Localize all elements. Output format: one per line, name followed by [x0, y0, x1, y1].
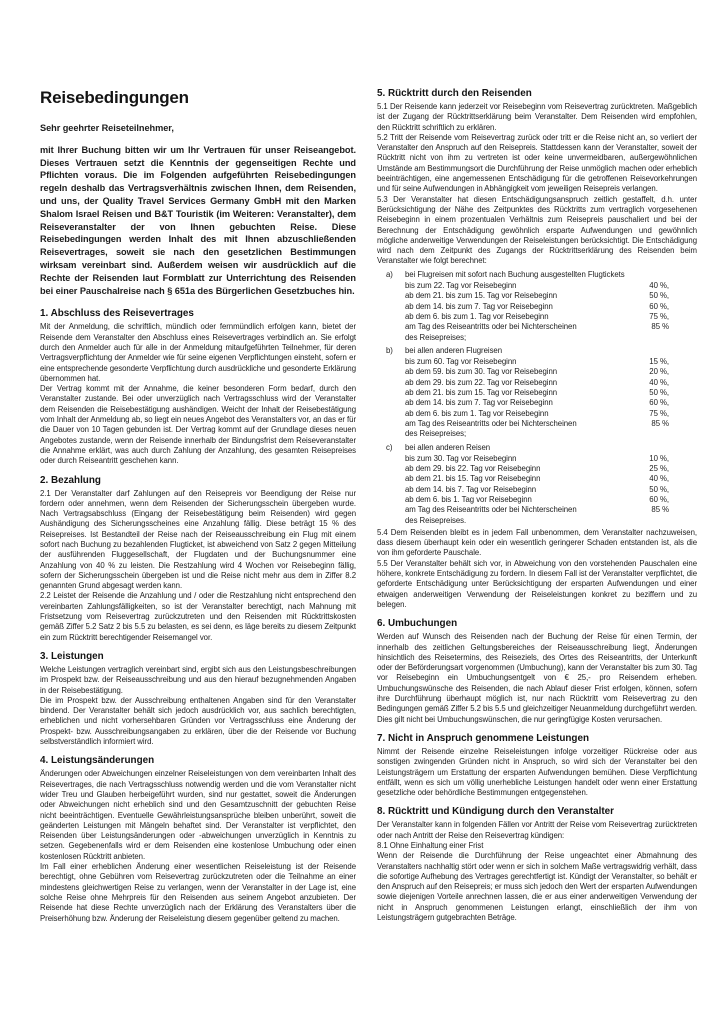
fee-period: bis zum 60. Tag vor Reisebeginn	[405, 357, 517, 367]
fee-period: ab dem 21. bis zum 15. Tag vor Reisebeginn	[405, 388, 558, 398]
section-heading-1: 1. Abschluss des Reisevertrages	[40, 308, 194, 320]
fee-row	[377, 419, 697, 429]
fee-period: bis zum 30. Tag vor Reisebeginn	[405, 453, 517, 463]
fee-rate: 75 %,	[649, 311, 669, 321]
fee-rate: 15 %,	[649, 357, 669, 367]
right-column	[377, 88, 697, 1024]
fee-rate: 50 %,	[649, 388, 669, 398]
section-heading-5: 5. Rücktritt durch den Reisenden	[377, 88, 532, 99]
fee-schedule-b	[377, 346, 697, 440]
section-7-paragraph: Nimmt der Reisende einzelne Reiseleistungen infolge vorzeitiger Rückreise oder aus sonstigen zwingenden Gründen nicht in Anspruch, so wird sich der Veranstalter bei den Leistungsträgern um Erstattung der ersparten Aufwendungen bemühen. Diese Verpflichtung entfällt, wenn es sich um völlig unerhebliche Leistungen handelt oder wenn einer Erstattung gesetzliche oder behördliche Bestimmungen entgegenstehen.	[377, 746, 697, 798]
page-title: Reisebedingungen	[40, 88, 189, 107]
fee-rate: 60 %,	[649, 494, 669, 504]
fee-rate: 25 %,	[649, 464, 669, 474]
fee-rate: 85 %	[651, 418, 669, 428]
fee-rows	[377, 281, 697, 343]
section-heading-4: 4. Leistungsänderungen	[40, 755, 155, 767]
fee-rate: 20 %,	[649, 367, 669, 377]
fee-row	[377, 398, 697, 408]
fee-schedule-title: bei allen anderen Reisen	[405, 442, 491, 452]
section-heading-6: 6. Umbuchungen	[377, 618, 458, 630]
fee-period: ab dem 29. bis zum 22. Tag vor Reisebeginn	[405, 377, 558, 387]
fee-rate: 75 %,	[649, 408, 669, 418]
fee-row	[377, 409, 697, 419]
fee-schedule-title: bei allen anderen Flugreisen	[405, 345, 502, 355]
fee-rate: 40 %,	[649, 474, 669, 484]
fee-schedule-label: c)	[386, 442, 393, 452]
fee-schedule-title: bei Flugreisen mit sofort nach Buchung ausgestellten Flugtickets	[405, 269, 625, 279]
fee-period: bis zum 22. Tag vor Reisebeginn	[405, 281, 517, 291]
section-8-paragraph: Wenn der Reisende die Durchführung der Reise ungeachtet einer Abmahnung des Veranstalters nachhaltig stört oder wenn er sich in solchem Maße vertragswidrig verhält, dass die sofortige Aufhebung des Vertrages gerechtfertigt ist. Kündigt der Veranstalter, so behält er den Anspruch auf den Reisepreis; er muss sich jedoch den Wert der ersparten Aufwendungen sowie diejenigen Vorteile anrechnen lassen, die er aus einer anderweitigen Verwendung der nicht in Anspruch genommenen Leistungen erlangt, einschließlich der ihm von Leistungsträgern gutgebrachten Beträge.	[377, 851, 697, 923]
fee-row	[377, 454, 697, 464]
fee-schedule-label: b)	[386, 345, 393, 355]
fee-period: ab dem 14. bis zum 7. Tag vor Reisebeginn	[405, 398, 553, 408]
section-1-paragraph: Mit der Anmeldung, die schriftlich, mündlich oder fernmündlich erfolgen kann, bietet der Reisende dem Veranstalter den Abschluss eines Reisevertrages verbindlich an. Sie erfolgt durch den Anmelder auch für alle in der Anmeldung mitaufgeführten Teilnehmer, für deren Vertragsverpflichtung der Anmelder wie für seine eigenen Verpflichtungen einsteht, sofern er eine entsprechende gesonderte Verpflichtung durch ausdrückliche und gesonderte Erklärung übernommen hat.	[40, 322, 356, 383]
fee-row	[377, 485, 697, 495]
fee-row	[377, 505, 697, 515]
fee-rate: 50 %,	[649, 291, 669, 301]
section-heading-7: 7. Nicht in Anspruch genommene Leistungen	[377, 732, 589, 744]
fee-period: ab dem 6. bis zum 1. Tag vor Reisebeginn	[405, 311, 549, 321]
fee-rate: 60 %,	[649, 398, 669, 408]
fee-period: am Tag des Reiseantritts oder bei Nichterscheinen	[405, 418, 577, 428]
section-3-paragraph: Die im Prospekt bzw. der Ausschreibung enthaltenen Angaben sind für den Veranstalter bindend. Der Veranstalter behält sich jedoch ausdrücklich vor, aus sachlich berechtigten, erheblichen und nicht vorhersehbaren Gründen vor Vertragsschluss eine Änderung der Prospekt- bzw. Ausschreibungsangaben zu erklären, über die der Reisende vor Buchung selbstverständlich informiert wird.	[40, 695, 356, 747]
fee-row	[377, 367, 697, 377]
fee-period: ab dem 6. bis 1. Tag vor Reisebeginn	[405, 494, 532, 504]
section-heading-8: 8. Rücktritt und Kündigung durch den Veranstalter	[377, 806, 615, 818]
intro-paragraph: mit Ihrer Buchung bitten wir um Ihr Vertrauen für unser Reiseangebot. Dieses Vertrauen setzt die Kenntnis der gegenseitigen Rechte und Pflichten voraus. Die im Folgenden aufgeführten Reisebedingungen regeln deshalb das Vertragsverhältnis zwischen Ihnen, dem Reisenden, und uns, der Quality Travel Services Germany GmbH mit den Marken Shalom Israel Reisen und B&T Touristik (im Weiteren: Veranstalter), dem Reiseveranstalter der von Ihnen gebuchten Reise. Diese Reisebedingungen werden Inhalt des mit Ihnen abzuschließenden Reisevertrages, soweit sie nach den gesetzlichen Bestimmungen wirksam vereinbart sind. Außerdem weisen wir ausdrücklich auf die Rechte der Reisenden laut Formblatt zur Unterrichtung des Reisenden bei einer Pauschalreise nach § 651a des Bürgerlichen Gesetzbuches hin.	[40, 144, 356, 296]
fee-row	[377, 281, 697, 291]
section-4-paragraph: Im Fall einer erheblichen Änderung einer wesentlichen Reiseleistung ist der Reisende berechtigt, ohne Gebühren vom Reisevertrag zurückzutreten oder die Teilnahme an einer mindestens gleichwertigen Reise zu verlangen, wenn der Veranstalter in der Lage ist, eine solche Reise ohne Mehrpreis für den Reisenden aus seinem Angebot anzubieten. Der Reisende hat diese Rechte unverzüglich nach der Erklärung des Veranstalters über die Preiserhöhung bzw. Änderung der Reiseleistung diesem gegenüber geltend zu machen.	[40, 862, 356, 923]
section-2-paragraph: 2.1 Der Veranstalter darf Zahlungen auf den Reisepreis vor Beendigung der Reise nur fordern oder annehmen, wenn dem Reisenden der Sicherungsschein übergeben wurde. Nach Vertragsabschluss (Eingang der Reisebestätigung beim Reisenden) wird gegen Aushändigung des Sicherungsscheines eine Anzahlung fällig. Diese beträgt 15 % des Reisepreises. Ist Bestandteil der Reise nach der Reiseausschreibung ein Flug mit einem sofort nach Buchung zu bezahlenden Flugticket, ist abweichend von Satz 2 gegen Mitteilung der ausführenden Fluggesellschaft, der Flugdaten und der Buchungsnummer eine Anzahlung von 40 % zu leisten. Die Restzahlung wird 4 Wochen vor Reisebeginn fällig, sofern der Sicherungsschein übergeben ist und die Reise nicht mehr aus dem in Ziffer 8.2 genannten Grund abgesagt werden kann.	[40, 488, 356, 591]
fee-rate: 60 %,	[649, 301, 669, 311]
fee-row	[377, 474, 697, 484]
section-2-paragraph: 2.2 Leistet der Reisende die Anzahlung und / oder die Restzahlung nicht entsprechend den vereinbarten Zahlungsfälligkeiten, so ist der Veranstalter berechtigt, nach Mahnung mit Fristsetzung vom Reisevertrag zurückzutreten und den Reisenden mit Rücktrittskosten gemäß Ziffer 5.2 Satz 2 bis 5.5 zu belasten, es sei denn, es läge bereits zu diesem Zeitpunkt ein zum Rücktritt berechtigender Reisemangel vor.	[40, 591, 356, 642]
fee-row	[377, 388, 697, 398]
fee-rows	[377, 357, 697, 439]
fee-rate: 10 %,	[649, 453, 669, 463]
fee-schedule-footer: des Reisepreises.	[405, 515, 467, 525]
section-8-paragraph: Der Veranstalter kann in folgenden Fällen vor Antritt der Reise vom Reisevertrag zurücktreten oder nach Antritt der Reise den Reisevertrag kündigen:	[377, 820, 697, 840]
section-5-paragraph: 5.5 Der Veranstalter behält sich vor, in Abweichung von den vorstehenden Pauschalen eine höhere, konkrete Entschädigung zu fordern. In diesem Fall ist der Veranstalter verpflichtet, die geforderte Entschädigung unter Berücksichtigung der ersparten Aufwendungen und einer etwaigen anderweitigen Verwendung der Reiseleistungen konkret zu beziffern und zu belegen.	[377, 558, 697, 609]
fee-schedule-c	[377, 443, 697, 526]
fee-period: ab dem 14. bis zum 7. Tag vor Reisebeginn	[405, 301, 553, 311]
section-8-paragraph: 8.1 Ohne Einhaltung einer Frist	[377, 841, 484, 850]
fee-schedule-head	[377, 270, 697, 280]
fee-period: ab dem 21. bis 15. Tag vor Reisebeginn	[405, 474, 541, 484]
section-5-paragraph: 5.4 Dem Reisenden bleibt es in jedem Fall unbenommen, dem Veranstalter nachzuweisen, dass diesem überhaupt kein oder ein wesentlich geringerer Schaden entstanden ist, als die von ihm geforderte Pauschale.	[377, 527, 697, 558]
section-4-paragraph: Änderungen oder Abweichungen einzelner Reiseleistungen von dem vereinbarten Inhalt des Reisevertrages, die nach Vertragsschluss notwendig werden und die vom Veranstalter nicht wider Treu und Glauben herbeigeführt wurden, sind nur gestattet, soweit die Änderungen oder Abweichungen nicht erheblich sind und den Gesamtzuschnitt der gebuchten Reise nicht beeinträchtigen. Eventuelle Gewährleistungsansprüche bleiben unberührt, soweit die geänderten Leistungen mit Mängeln behaftet sind. Der Veranstalter ist verpflichtet, den Reisenden über Leistungsänderungen oder -abweichungen unverzüglich in Kenntnis zu setzen. Gegebenenfalls wird er dem Reisenden eine kostenlose Umbuchung oder einen kostenlosen Rücktritt anbieten.	[40, 769, 356, 861]
fee-schedule-footer: des Reisepreises;	[405, 332, 467, 342]
fee-period: ab dem 21. bis zum 15. Tag vor Reisebeginn	[405, 291, 558, 301]
fee-period: ab dem 59. bis zum 30. Tag vor Reisebeginn	[405, 367, 558, 377]
fee-period: ab dem 6. bis zum 1. Tag vor Reisebeginn	[405, 408, 549, 418]
fee-rows	[377, 454, 697, 526]
section-heading-2: 2. Bezahlung	[40, 474, 101, 486]
salutation: Sehr geehrter Reiseteilnehmer,	[40, 123, 174, 133]
section-1-paragraph: Der Vertrag kommt mit der Annahme, die keiner besonderen Form bedarf, durch den Veranstalter zustande. Bei oder unverzüglich nach Vertragsschluss wird der Veranstalter dem Reisenden die Reisebestätigung aushändigen. Weicht der Inhalt der Reisebestätigung vom Inhalt der Anmeldung ab, so liegt ein neues Angebot des Veranstalters vor, an das er für die Dauer von 10 Tagen gebunden ist. Der Vertrag kommt auf der Grundlage dieses neuen Angebotes zustande, wenn der Reisende innerhalb der Bindungsfrist dem Reiseveranstalter die Annahme erklärt, was auch durch Zahlung der Anzahlung, des gesamten Reisepreises oder durch Reiseantritt geschehen kann.	[40, 384, 356, 466]
fee-period: am Tag des Reiseantritts oder bei Nichterscheinen	[405, 505, 577, 515]
fee-period: ab dem 29. bis 22. Tag vor Reisebeginn	[405, 464, 541, 474]
fee-row	[377, 495, 697, 505]
fee-schedule-label: a)	[386, 269, 393, 279]
fee-rate: 40 %,	[649, 281, 669, 291]
left-column	[40, 88, 356, 1024]
fee-rate: 85 %	[651, 322, 669, 332]
fee-rate: 85 %	[651, 505, 669, 515]
section-5-paragraph: 5.1 Der Reisende kann jederzeit vor Reisebeginn vom Reisevertrag zurücktreten. Maßgeblich ist der Zugang der Rücktrittserklärung beim Veranstalter. Dem Reisenden wird empfohlen, den Rücktritt schriftlich zu erklären.	[377, 102, 697, 132]
fee-schedule-a	[377, 270, 697, 343]
fee-schedule-head	[377, 443, 697, 453]
fee-row	[377, 357, 697, 367]
fee-schedule-footer: des Reisepreises;	[405, 429, 467, 439]
fee-period: am Tag des Reiseantritts oder bei Nichterscheinen	[405, 322, 577, 332]
fee-row	[377, 312, 697, 322]
section-5-paragraph: 5.2 Tritt der Reisende vom Reisevertrag zurück oder tritt er die Reise nicht an, so verliert der Veranstalter den Anspruch auf den Reisepreis. Stattdessen kann der Veranstalter, soweit der Rücktritt nicht von ihm zu vertreten ist oder keine unvermeidbaren, außergewöhnlichen Umstände am Bestimmungsort die Durchführung der Reise unmöglich machen oder erheblich beeinträchtigen, eine angemessenen Entschädigung für die getroffenen Reisevorkehrungen und für seine Aufwendungen in Abhängigkeit vom jeweiligen Reisepreis verlangen.	[377, 132, 697, 194]
section-6-paragraph: Werden auf Wunsch des Reisenden nach der Buchung der Reise für einen Termin, der innerhalb des zeitlichen Geltungsbereiches der Reiseausschreibung liegt, Änderungen hinsichtlich des Reisetermins, des Reiseziels, des Ortes des Reiseantritts, der Unterkunft oder der Beförderungsart vorgenommen (Umbuchung), kann der Veranstalter bis zum 30. Tag vor Reisebeginn ein Umbuchungsentgelt von € 25,- pro Reisendem erheben. Umbuchungswünsche des Reisenden, die nach Ablauf dieser Frist erfolgen, können, sofern ihre Durchführung überhaupt möglich ist, nur nach Rücktritt vom Reisevertrag zu den Bedingungen gemäß Ziffer 5.2 bis 5.5 und gleichzeitiger Neuanmeldung durchgeführt werden. Dies gilt nicht bei Umbuchungswünschen, die nur geringfügige Kosten verursachen.	[377, 632, 697, 724]
fee-period: ab dem 14. bis 7. Tag vor Reisebeginn	[405, 484, 537, 494]
section-5-paragraph: 5.3 Der Veranstalter hat diesen Entschädigungsanspruch zeitlich gestaffelt, d.h. unter Berücksichtigung der Nähe des Zeitpunktes des Rücktritts zum vertraglich vorgesehenen Reisebeginn in einem prozentualen Verhältnis zum Reisepreis pauschaliert und bei der Berechnung der Entschädigung gewöhnlich ersparte Aufwendungen und gewöhnlich mögliche anderweitige Verwendungen der Reiseleistungen berücksichtigt. Die Entschädigung wird nach dem Zeitpunkt des Zugangs der Rücktrittserklärung des Reisenden beim Veranstalter wie folgt berechnet:	[377, 194, 697, 266]
section-heading-3: 3. Leistungen	[40, 650, 104, 662]
fee-rate: 50 %,	[649, 484, 669, 494]
fee-row	[377, 378, 697, 388]
section-3-paragraph: Welche Leistungen vertraglich vereinbart sind, ergibt sich aus den Leistungsbeschreibungen im Prospekt bzw. der Reiseausschreibung und aus den hierauf bezugnehmenden Angaben in der Reisebestätigung.	[40, 664, 356, 695]
fee-row	[377, 464, 697, 474]
fee-row	[377, 302, 697, 312]
fee-rate: 40 %,	[649, 377, 669, 387]
fee-row	[377, 322, 697, 332]
fee-schedule-head	[377, 346, 697, 356]
fee-row	[377, 291, 697, 301]
